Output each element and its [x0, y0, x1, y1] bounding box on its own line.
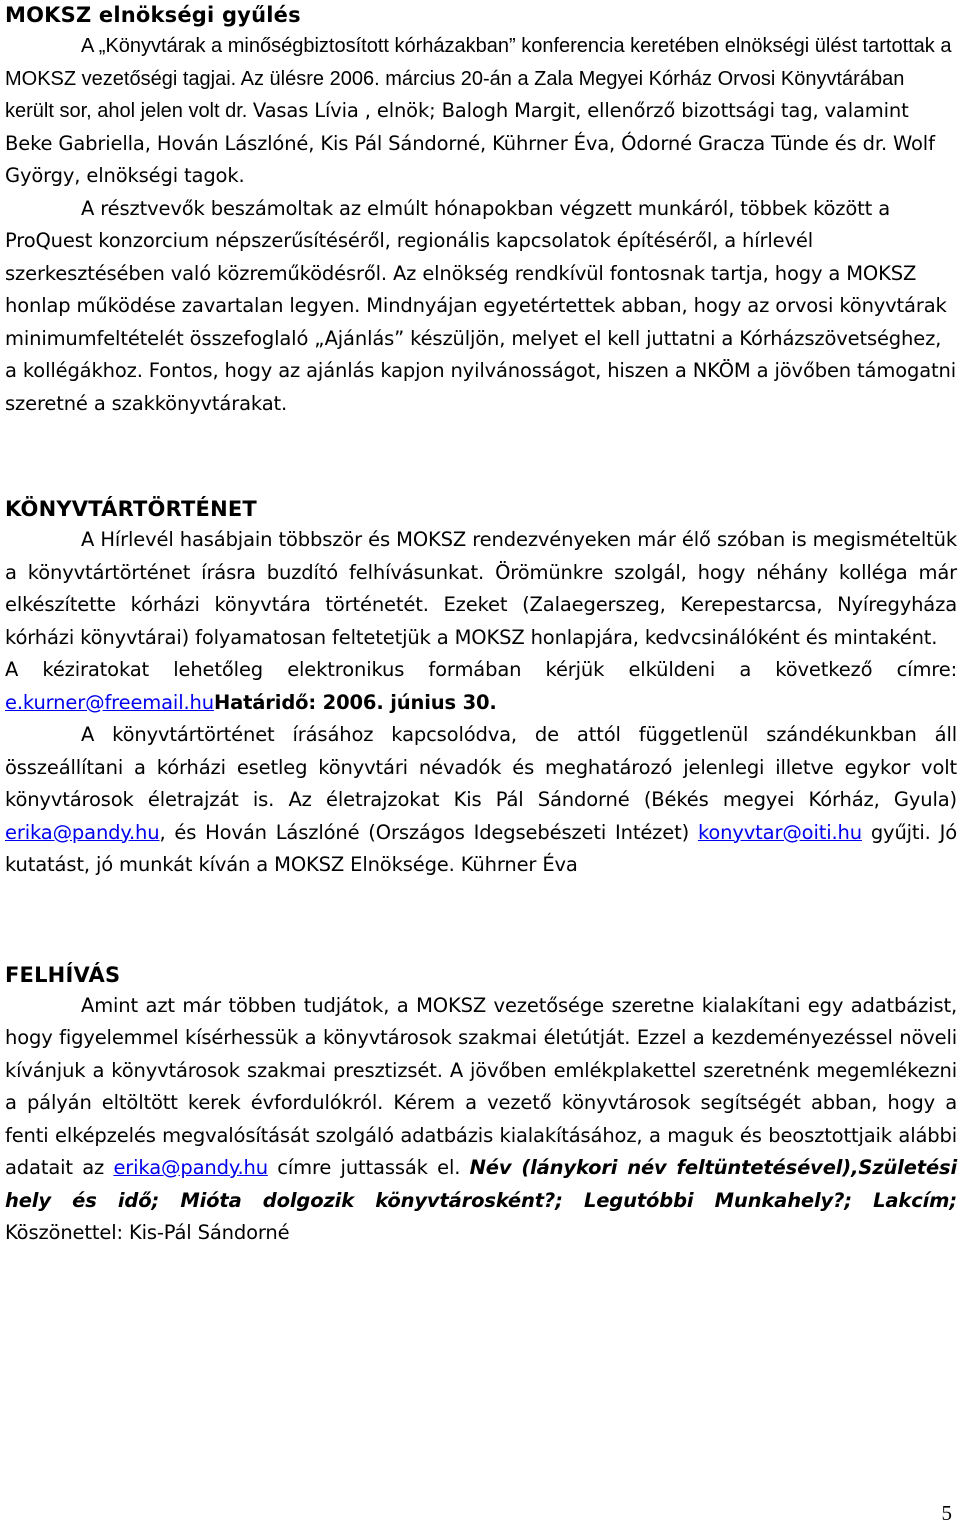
section-title-konyvtartortenet: KÖNYVTÁRTÖRTÉNET: [5, 497, 257, 521]
page-number: 5: [941, 1501, 952, 1525]
biographies-text-2: , és Hován Lászlóné (Országos Idegsebészeti Intézet): [159, 820, 698, 844]
document-page: [5, 0, 957, 1250]
deadline-text: Határidő: 2006. június 30.: [213, 690, 497, 714]
section-title-felhivas: FELHÍVÁS: [5, 962, 121, 987]
requested-fields-text: Név (lánykori név feltüntetésével),Születési hely és idő; Mióta dolgozik könyvtárosként?; Legutóbbi Munkahely?; Lakcím;: [5, 1156, 958, 1212]
meeting-intro-text: A „Könyvtárak a minőségbiztosított kórházakban” konferencia keretében elnökségi ülést tartottak a MOKSZ vezetőségi tagjai. Az ülésre 2006. március 20-án a Zala Megyei Kórház Orvosi Könyvtárában került sor, ahol jelen volt dr.: [5, 35, 952, 122]
email-link-erika-call[interactable]: erika@pandy.hu: [113, 1156, 268, 1179]
paragraph-biographies: [5, 719, 957, 882]
section-spacer: [5, 882, 957, 960]
biographies-text-3: gyűjti. Jó kutatást, jó munkát kíván a MOKSZ Elnöksége. Kührner Éva: [5, 820, 957, 876]
meeting-attendees-text: Vasas Lívia , elnök; Balogh Margit, ellenőrző bizottsági tag, valamint Beke Gabriella, Hován Lászlóné, Kis Pál Sándorné, Kührner Éva, Ódorné Gracza Tünde és dr. Wolf György, elnökségi tagok.: [5, 99, 935, 187]
paragraph-meeting-report: A résztvevők beszámoltak az elmúlt hónapokban végzett munkáról, többek között a ProQuest konzorcium népszerűsítéséről, regionális kapcsolatok építéséről, a hírlevél szerkesztésében való közreműködésről. Az elnökség rendkívül fontosnak tartja, hogy a MOKSZ honlap működése zavartalan legyen. Mindnyájan egyetértettek abban, hogy az orvosi könyvtárak minimumfeltételét összefoglaló „Ajánlás” készüljön, melyet el kell juttatni a Kórházszövetséghez, a kollégákhoz. Fontos, hogy az ajánlás kapjon nyilvánosságot, hiszen a NKÖM a jövőben támogatni szeretné a szakkönyvtárakat.: [5, 196, 956, 415]
email-link-oiti[interactable]: konyvtar@oiti.hu: [697, 820, 862, 844]
biographies-text-1: A könyvtártörténet írásához kapcsolódva, de attól függetlenül szándékunkban áll összeállítani a kórházi esetleg könyvtári névadók és meghatározó jelenlegi illetve egykor volt könyvtárosok életrajzát is. Az életrajzokat Kis Pál Sándorné (Békés megyei Kórház, Gyula): [5, 723, 957, 811]
call-text-3: Köszönettel: Kis-Pál Sándorné: [5, 1221, 290, 1244]
paragraph-meeting-intro: [5, 30, 957, 193]
email-link-kurner[interactable]: e.kurner@freemail.hu: [5, 690, 214, 714]
email-link-erika[interactable]: erika@pandy.hu: [5, 820, 160, 844]
paragraph-history-intro: A Hírlevél hasábjain többször és MOKSZ rendezvényeken már élő szóban is megismételtük a könyvtártörténet írásra buzdító felhívásunkat. Örömünkre szolgál, hogy néhány kolléga már elkészítette kórházi könyvtára történetét. Ezeket (Zalaegerszeg, Kerepestarcsa, Nyíregyháza kórházi könyvtárai) folyamatosan feltetetjük a MOKSZ honlapjára, kedvcsinálóként és mintaként.: [5, 528, 957, 649]
call-text-2: címre juttassák el.: [267, 1156, 470, 1179]
call-text-1: Amint azt már többen tudjátok, a MOKSZ vezetősége szeretne kialakítani egy adatbázist, hogy figyelemmel kísérhessük a könyvtárosok szakmai életútját. Ezzel a kezdeményezéssel növeli kívánjuk a könyvtárosok szakmai presztizsét. A jövőben emlékplakettel szeretnénk megemlékezni a pályán eltöltött kerek évfordulókról. Kérem a vezető könyvtárosok segítségét abban, hogy a fenti elképzelés megvalósítását szolgáló adatbázis kialakításához, a maguk és beosztottjaik alábbi adatait az: [5, 993, 957, 1179]
section-spacer: [5, 420, 957, 494]
paragraph-history-submission: [5, 654, 957, 719]
section-title-elnoksegi-gyules: MOKSZ elnökségi gyűlés: [5, 3, 301, 27]
paragraph-call: [5, 990, 957, 1250]
submission-text: A kéziratokat lehetőleg elektronikus formában kérjük elküldeni a következő címre:: [5, 658, 957, 681]
